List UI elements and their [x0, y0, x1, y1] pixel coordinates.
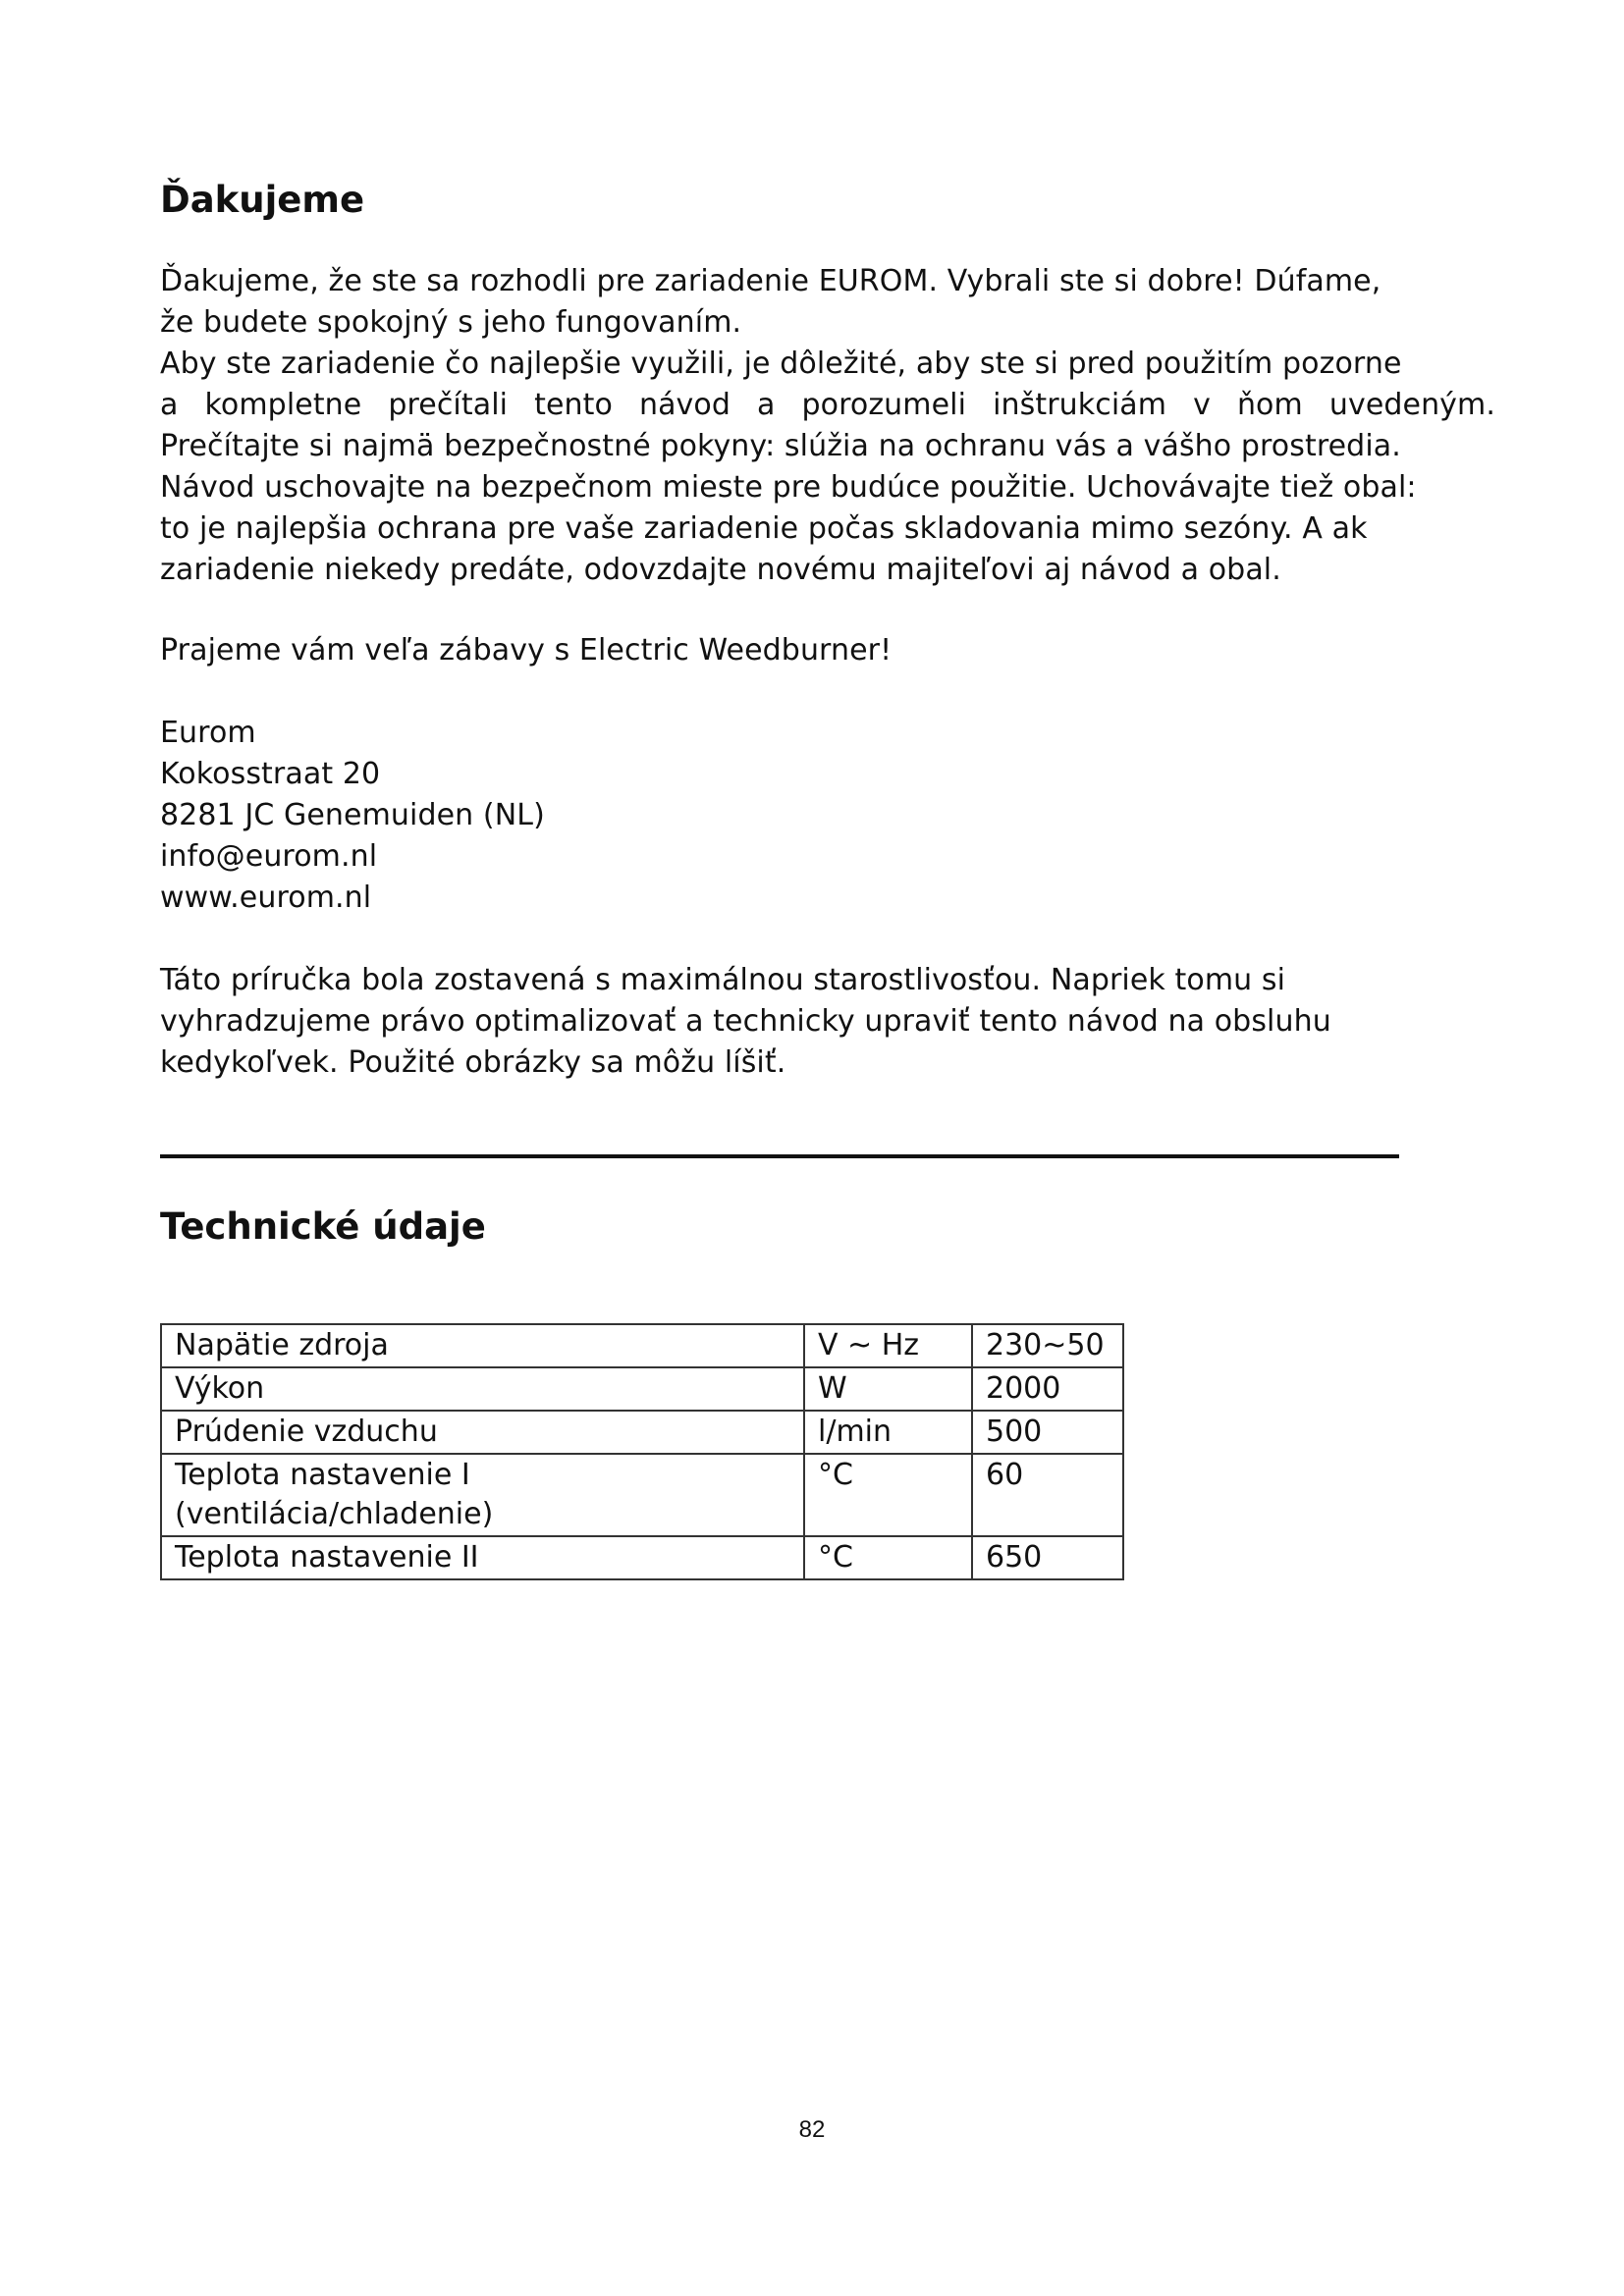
address-street: Kokosstraat 20: [160, 757, 381, 791]
value-cell: 500: [972, 1411, 1123, 1454]
unit-cell: V ~ Hz: [804, 1324, 972, 1367]
parameter-label: Prúdenie vzduchu: [175, 1415, 438, 1449]
intro-line: to je najlepšia ochrana pre vaše zariadenie počas skladovania mimo sezóny. A ak: [160, 511, 1368, 546]
address-company: Eurom: [160, 716, 256, 750]
intro-line: Ďakujeme, že ste sa rozhodli pre zariadenie EUROM. Vybrali ste si dobre! Dúfame,: [160, 264, 1381, 298]
technical-heading: Technické údaje: [160, 1205, 486, 1248]
table-row: [161, 1324, 1123, 1367]
address-block: [160, 713, 1495, 919]
parameter-label-sub: (ventilácia/chladenie): [175, 1497, 494, 1531]
intro-line: Prečítajte si najmä bezpečnostné pokyny: slúžia na ochranu vás a vášho prostredia.: [160, 429, 1401, 463]
technical-table: [160, 1323, 1124, 1580]
address-email: info@eurom.nl: [160, 839, 378, 874]
parameter-cell: [161, 1454, 804, 1536]
value-cell: 650: [972, 1536, 1123, 1579]
unit-cell: W: [804, 1367, 972, 1411]
table-row: [161, 1536, 1123, 1579]
intro-line: Návod uschovajte na bezpečnom mieste pre budúce použitie. Uchovávajte tiež obal:: [160, 470, 1417, 505]
disclaimer-line: vyhradzujeme právo optimalizovať a technicky upraviť tento návod na obsluhu: [160, 1004, 1331, 1039]
page-content: [160, 173, 1495, 1580]
parameter-cell: [161, 1411, 804, 1454]
disclaimer-paragraph: [160, 960, 1495, 1084]
address-website: www.eurom.nl: [160, 881, 372, 915]
value-cell: 2000: [972, 1367, 1123, 1411]
intro-line: že budete spokojný s jeho fungovaním.: [160, 305, 742, 340]
table-row: [161, 1411, 1123, 1454]
wish-text: Prajeme vám veľa zábavy s Electric Weedburner!: [160, 633, 893, 667]
intro-line: zariadenie niekedy predáte, odovzdajte novému majiteľovi aj návod a obal.: [160, 553, 1281, 587]
disclaimer-line: Táto príručka bola zostavená s maximálnou starostlivosťou. Napriek tomu si: [160, 963, 1286, 997]
unit-cell: l/min: [804, 1411, 972, 1454]
table-row: [161, 1454, 1123, 1536]
intro-line: a kompletne prečítali tento návod a porozumeli inštrukciám v ňom uvedeným.: [160, 388, 1495, 422]
disclaimer-line: kedykoľvek. Použité obrázky sa môžu líšiť.: [160, 1045, 786, 1080]
intro-paragraph: [160, 261, 1495, 591]
parameter-label: Teplota nastavenie I: [175, 1458, 470, 1492]
value-cell: 230~50: [972, 1324, 1123, 1367]
page-number: 82: [798, 2116, 826, 2143]
wish-paragraph: [160, 630, 1495, 671]
parameter-label: Výkon: [175, 1371, 265, 1406]
section-divider: [160, 1154, 1399, 1158]
parameter-cell: [161, 1367, 804, 1411]
thanks-heading: Ďakujeme: [160, 179, 365, 221]
parameter-cell: [161, 1536, 804, 1579]
parameter-label: Napätie zdroja: [175, 1328, 389, 1362]
value-cell: 60: [972, 1454, 1123, 1536]
intro-line: Aby ste zariadenie čo najlepšie využili, je dôležité, aby ste si pred použitím pozorne: [160, 347, 1402, 381]
unit-cell: °C: [804, 1454, 972, 1536]
unit-cell: °C: [804, 1536, 972, 1579]
address-city: 8281 JC Genemuiden (NL): [160, 798, 545, 832]
table-row: [161, 1367, 1123, 1411]
parameter-cell: [161, 1324, 804, 1367]
parameter-label: Teplota nastavenie II: [175, 1540, 479, 1575]
